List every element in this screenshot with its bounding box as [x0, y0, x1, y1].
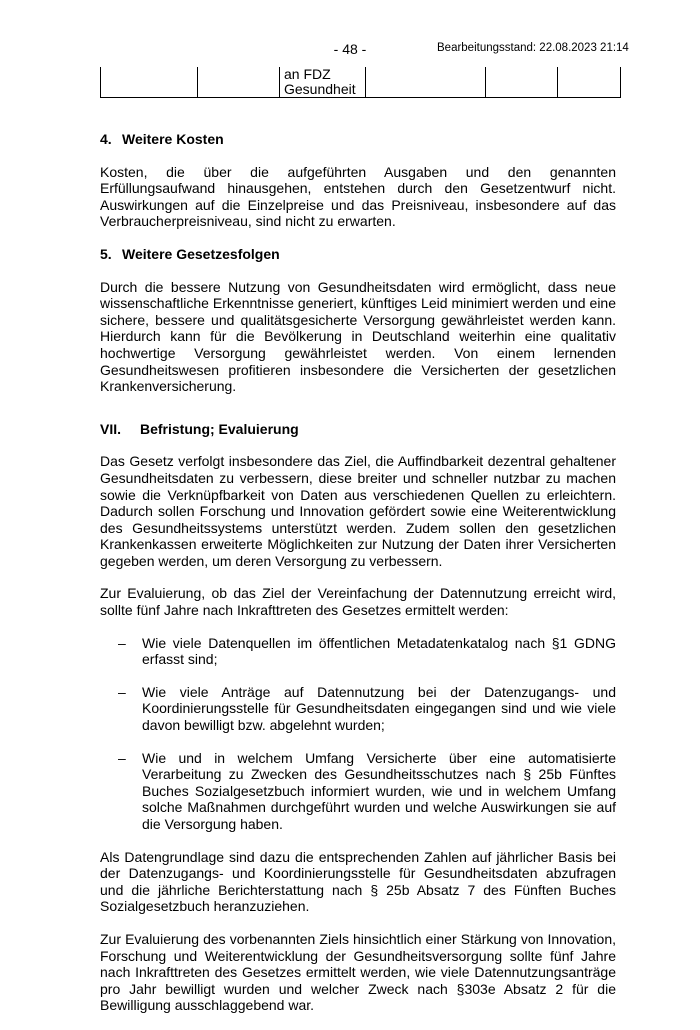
document-body: [100, 131, 616, 1030]
section-vii-heading: [100, 421, 616, 438]
paragraph: Zur Evaluierung des vorbenannten Ziels hinsichtlich einer Stärkung von Innovation, Forschung und Weiterentwicklung der Gesundheitsversorgung sollte fünf Jahre nach Inkrafttreten des Gesetzes ermittelt werden, wie viele Datennutzungsanträge pro Jahr bewilligt wurden und welcher Zweck nach §303e Absatz 2 für die Bewilligung ausschlaggebend war.: [100, 930, 616, 1014]
paragraph: Durch die bessere Nutzung von Gesundheitsdaten wird ermöglicht, dass neue wissenschaftliche Erkenntnisse generiert, künftiges Leid minimiert werden und eine sichere, bessere und qualitätsgesicherte Versorgung gewährleistet werden kann. Hierdurch kann für die Bevölkerung in Deutschland weiterhin eine qualitativ hochwertige Versorgung gewährleistet werden. Von einem lernenden Gesundheitswesen profitieren insbesondere die Versicherten der gesetzlichen Krankenversicherung.: [100, 278, 616, 395]
evaluation-list: [100, 635, 616, 833]
section-title: Befristung; Evaluierung: [140, 420, 299, 437]
paragraph: Das Gesetz verfolgt insbesondere das Ziel, die Auffindbarkeit dezentral gehaltener Gesundheitsdaten zu verbessern, diese breiter und schneller nutzbar zu machen sowie die Verknüpfbarkeit von Daten aus verschiedenen Quellen zu erleichtern. Dadurch sollen Forschung und Innovation gefördert sowie eine Weiterentwicklung des Gesundheitssystems unterstützt werden. Zudem sollen den gesetzlichen Krankenkassen erweiterte Möglichkeiten zur Nutzung der Daten ihrer Versicherten gegeben werden, um deren Versorgung zu verbessern.: [100, 453, 616, 569]
list-item-text: Wie viele Datenquellen im öffentlichen Metadatenkatalog nach §1 GDNG erfasst sind;: [142, 634, 616, 668]
list-item-text: Wie und in welchem Umfang Versicherte über eine automatisierte Verarbeitung zu Zwecken des Gesundheitsschutzes nach § 25b Fünftes Buches Sozialgesetzbuch informiert wurden, wie und in welchem Umfang solche Maßnahmen durchgeführt wurden und welche Auswirkungen sie auf die Versorgung haben.: [142, 749, 616, 832]
section-number: 4.: [100, 131, 112, 147]
section-number: 5.: [100, 245, 112, 262]
table-cell: [558, 67, 621, 98]
table-cell: an FDZ Gesundheit: [280, 67, 366, 98]
section-title: Weitere Gesetzesfolgen: [122, 245, 280, 262]
list-item: [100, 635, 616, 668]
list-item: [100, 684, 616, 734]
dash-bullet: –: [118, 683, 126, 700]
table-row: [101, 67, 621, 98]
section-4-heading: [100, 131, 616, 148]
list-item-text: Wie viele Anträge auf Datennutzung bei der Datenzugangs- und Koordinierungsstelle für Gesundheitsdaten eingegangen sind und wie viele davon bewilligt bzw. abgelehnt wurden;: [142, 683, 616, 734]
paragraph: Als Datengrundlage sind dazu die entsprechenden Zahlen auf jährlicher Basis bei der Datenzugangs- und Koordinierungsstelle für Gesundheitsdaten abzufragen und die jährliche Berichterstattung nach § 25b Absatz 7 des Fünften Buches Sozialgesetzbuch heranzuziehen.: [100, 848, 616, 915]
section-title: Weitere Kosten: [122, 131, 224, 147]
table-cell: [486, 67, 558, 98]
page-number: - 48 -: [333, 41, 367, 57]
paragraph: Zur Evaluierung, ob das Ziel der Vereinfachung der Datennutzung erreicht wird, sollte fünf Jahre nach Inkrafttreten des Gesetzes ermittelt werden:: [100, 585, 616, 619]
table-cell: [366, 67, 486, 98]
editing-status: Bearbeitungsstand: 22.08.2023 21:14: [437, 42, 629, 54]
section-number: VII.: [100, 420, 122, 437]
table-cell: [101, 67, 198, 98]
table-fragment: [100, 67, 621, 98]
table-cell: [198, 67, 280, 98]
dash-bullet: –: [118, 749, 126, 766]
paragraph: Kosten, die über die aufgeführten Ausgaben und den genannten Erfüllungsaufwand hinausgehen, entstehen durch den Gesetzentwurf nicht. Auswirkungen auf die Einzelpreise und das Preisniveau, insbesondere auf das Verbraucherpreisniveau, sind nicht zu erwarten.: [100, 163, 616, 230]
section-5-heading: [100, 246, 616, 263]
list-item: [100, 750, 616, 833]
dash-bullet: –: [118, 634, 126, 651]
